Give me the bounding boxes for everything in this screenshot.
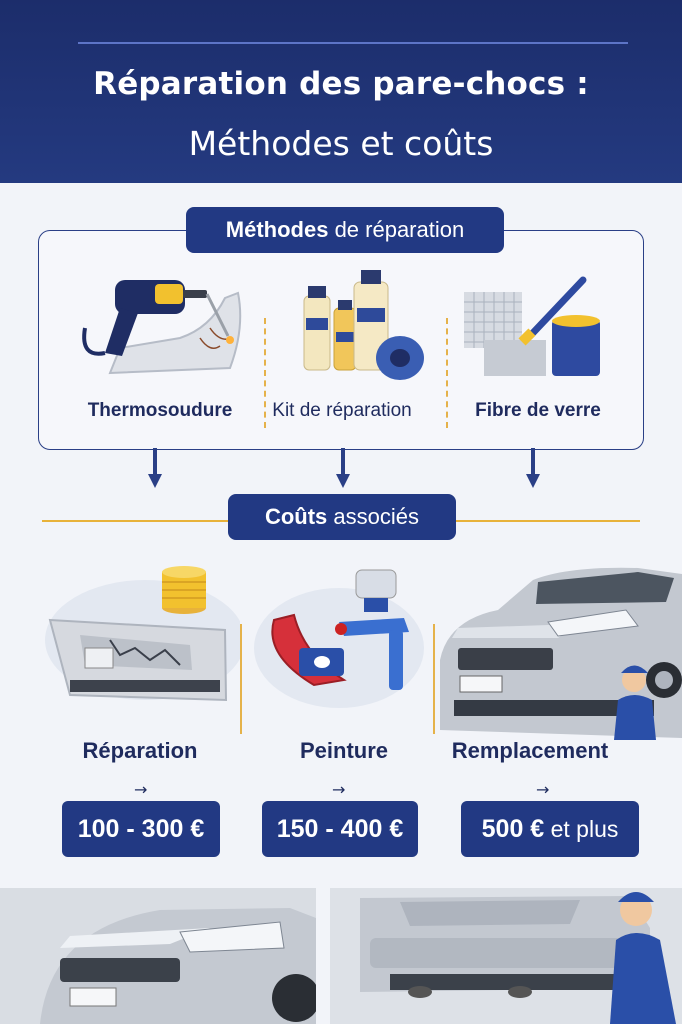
- cost-title-paint: Peinture: [299, 738, 389, 763]
- spray-gun-icon: [244, 560, 444, 710]
- car-rear-icon: [330, 888, 682, 1024]
- right-arrow-icon: →: [332, 780, 346, 799]
- costs-rule-right: [454, 520, 640, 522]
- methods-heading: [186, 207, 504, 253]
- cost-title-repair: Réparation: [82, 738, 198, 763]
- price-repair: 100 - 300 €: [62, 801, 220, 857]
- costs-heading-bold: Coûts: [264, 504, 328, 529]
- bottom-photo-front: [0, 888, 316, 1024]
- price-replacement-suffix: et plus: [544, 816, 619, 842]
- method-fibreglass: [438, 258, 638, 438]
- method-label-kit: Kit de réparation: [272, 400, 412, 421]
- cost-divider: [240, 624, 242, 734]
- method-kit: [242, 258, 442, 438]
- costs-heading: [228, 494, 456, 540]
- methods-heading-bold: Méthodes: [225, 217, 329, 242]
- cost-divider: [433, 624, 435, 734]
- repair-kit-icon: [242, 258, 442, 388]
- right-arrow-icon: →: [134, 780, 148, 799]
- fiberglass-icon: [438, 258, 638, 388]
- costs-heading-rest: associés: [327, 504, 420, 529]
- price-paint: 150 - 400 €: [262, 801, 418, 857]
- car-front-icon: [0, 888, 316, 1024]
- arrow-down-icon: [333, 448, 353, 488]
- header-banner: [0, 0, 682, 183]
- plastic-welder-icon: [60, 258, 260, 388]
- page-subtitle: Méthodes et coûts: [188, 124, 494, 163]
- costs-rule-left: [42, 520, 230, 522]
- new-car-icon: [438, 560, 682, 740]
- method-label-fibreglass: Fibre de verre: [475, 400, 601, 421]
- damaged-bumper-icon: [40, 560, 240, 710]
- cost-title-replacement: Remplacement: [451, 738, 609, 763]
- bottom-photo-rear: [330, 888, 682, 1024]
- arrow-down-icon: [145, 448, 165, 488]
- header-rule: [78, 42, 628, 44]
- right-arrow-icon: →: [536, 780, 550, 799]
- price-replacement-amount: 500 €: [481, 815, 545, 843]
- method-label-thermosoudure: Thermosoudure: [87, 400, 233, 421]
- arrow-down-icon: [523, 448, 543, 488]
- methods-heading-rest: de réparation: [328, 217, 465, 242]
- coins-icon: [162, 566, 206, 614]
- price-replacement: [461, 801, 639, 857]
- page-title: Réparation des pare-chocs :: [93, 66, 589, 102]
- method-thermosoudure: [60, 258, 260, 438]
